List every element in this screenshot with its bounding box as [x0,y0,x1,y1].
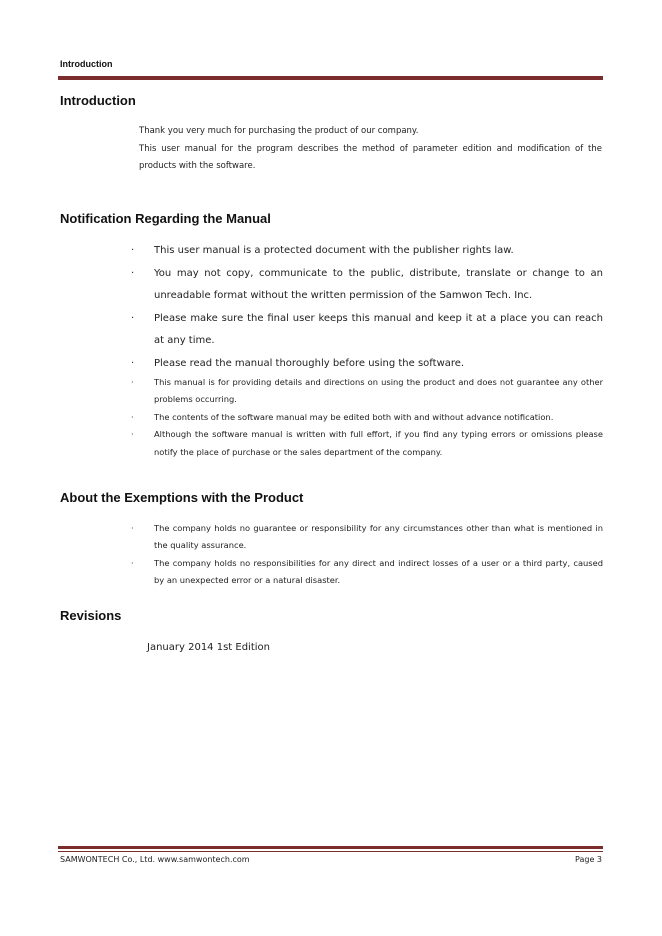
list-item: · Although the software manual is written with full effort, if you find any typing errors or omissions please notify the place of purchase or the sales department of the company. [131,426,603,461]
section-heading-revisions: Revisions [60,608,122,623]
page-number: Page 3 [575,855,602,864]
bullet-icon: · [131,312,135,324]
list-item: · Please make sure the final user keeps this manual and keep it at a place you can reach at any time. [131,308,603,353]
footer-rule [58,846,603,849]
list-item: · Please read the manual thoroughly before using the software. [131,353,603,376]
list-item: · The company holds no guarantee or responsibility for any circumstances other than what is mentioned in the quality assurance. [131,520,603,555]
revision-entry: January 2014 1st Edition [147,642,270,653]
section-heading-exemptions: About the Exemptions with the Product [60,490,304,505]
list-item: · The company holds no responsibilities for any direct and indirect losses of a user or a third party, caused by an unexpected error or a natural disaster. [131,555,603,590]
bullet-icon: · [131,245,135,256]
section-heading-introduction: Introduction [60,93,136,108]
section-heading-notification: Notification Regarding the Manual [60,211,271,226]
bullet-icon: · [131,557,134,568]
bullet-icon: · [131,523,134,533]
introduction-line-2: This user manual for the program describes the method of parameter edition and modification of the products with the software. [139,143,602,171]
bullet-icon: · [131,377,134,387]
list-item: · You may not copy, communicate to the public, distribute, translate or change to an unreadable format without the written permission of the Samwon Tech. Inc. [131,263,603,308]
bullet-icon: · [131,267,135,279]
exemptions-list [131,520,603,590]
footer-rule-thin [58,851,603,852]
introduction-line-1: Thank you very much for purchasing the product of our company. [139,126,419,136]
list-item: · This manual is for providing details and directions on using the product and does not guarantee any other problems occurring. [131,374,603,409]
bullet-icon: · [131,429,134,440]
footer-company: SAMWONTECH Co., Ltd. www.samwontech.com [60,855,250,864]
running-header: Introduction [60,59,113,69]
list-item: · The contents of the software manual may be edited both with and without advance notification. [131,409,603,426]
notification-list [131,240,603,375]
notification-list-small [131,374,603,461]
introduction-paragraph [139,123,602,176]
bullet-icon: · [131,357,135,369]
header-rule [58,76,603,80]
bullet-icon: · [131,411,134,422]
list-item: · This user manual is a protected document with the publisher rights law. [131,240,603,263]
